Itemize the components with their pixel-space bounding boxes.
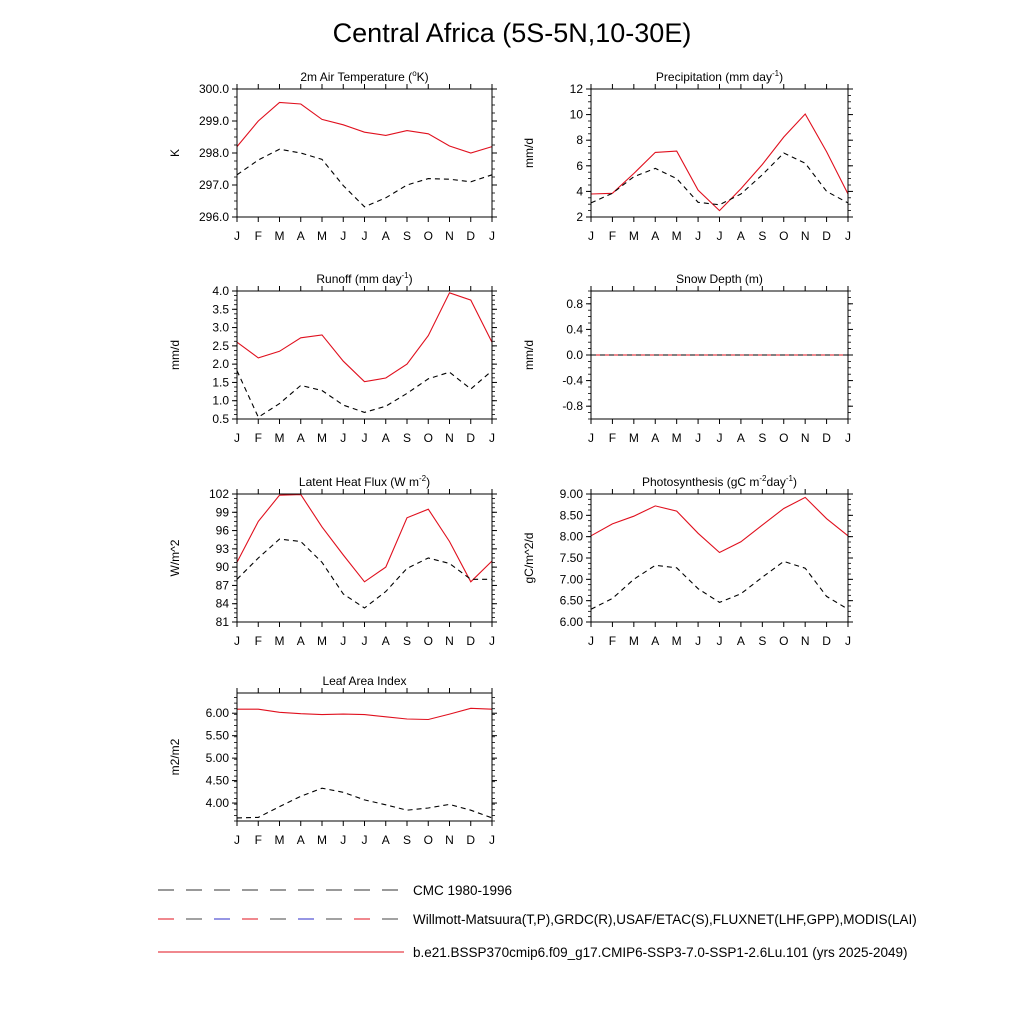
x-tick-label: O <box>423 229 433 243</box>
x-tick-label: S <box>402 229 412 243</box>
x-tick-label: J <box>234 431 240 445</box>
series-line-obs <box>237 371 492 418</box>
x-tick-label: J <box>716 634 723 648</box>
x-tick-label: A <box>651 431 660 445</box>
panel-title: Latent Heat Flux (W $m^{-2}$) <box>298 474 431 489</box>
y-axis-label: gC/m^2/d <box>522 532 536 584</box>
y-tick-label: 1.5 <box>212 375 229 390</box>
x-tick-label: F <box>254 634 262 648</box>
legend-item <box>158 912 917 927</box>
x-tick-label: N <box>445 634 454 648</box>
x-tick-label: J <box>340 229 347 243</box>
y-tick-label: 3.5 <box>212 302 229 317</box>
y-tick-label: -0.8 <box>562 399 583 414</box>
x-tick-label: J <box>234 833 240 847</box>
x-tick-label: M <box>671 634 682 648</box>
x-tick-label: O <box>779 431 789 445</box>
x-tick-label: D <box>466 431 476 445</box>
y-tick-label: 102 <box>208 487 229 501</box>
x-tick-label: O <box>779 229 789 243</box>
x-tick-label: A <box>296 431 305 445</box>
y-tick-label: 4.00 <box>205 796 229 811</box>
x-tick-label: M <box>628 634 639 648</box>
y-tick-label: 9.00 <box>559 487 583 501</box>
x-tick-label: J <box>361 634 368 648</box>
y-tick-label: 8.50 <box>559 508 583 523</box>
plot-frame <box>591 89 848 217</box>
panel-title: Runoff (mm day$^{-1}$) <box>316 271 413 286</box>
panel-title: Leaf Area Index <box>322 674 407 688</box>
x-tick-label: M <box>628 229 639 243</box>
x-tick-label: M <box>671 229 682 243</box>
y-axis-label: W/m^2 <box>168 539 182 577</box>
y-tick-label: 0.0 <box>566 348 583 362</box>
x-tick-label: N <box>445 229 454 243</box>
x-tick-label: M <box>274 833 285 847</box>
x-tick-label: O <box>423 431 433 445</box>
y-tick-label: 12 <box>569 82 583 96</box>
y-tick-label: 297.0 <box>198 178 229 192</box>
y-axis-label: mm/d <box>168 340 182 370</box>
x-tick-label: O <box>423 634 433 648</box>
x-tick-label: J <box>845 229 851 243</box>
x-tick-label: F <box>608 431 617 445</box>
y-tick-label: 84 <box>215 596 229 611</box>
x-tick-label: N <box>800 634 810 648</box>
x-tick-label: A <box>296 229 305 243</box>
x-tick-label: S <box>402 634 412 648</box>
y-tick-label: 0.8 <box>566 296 583 311</box>
x-tick-label: S <box>758 431 767 445</box>
x-tick-label: J <box>716 431 723 445</box>
x-tick-label: D <box>822 431 831 445</box>
chart-panel-3 <box>168 271 497 445</box>
x-tick-label: N <box>445 431 454 445</box>
y-tick-label: 298.0 <box>198 146 229 160</box>
series-line-obs <box>591 153 848 205</box>
panel-title: Precipitation (mm day$^{-1}$) <box>655 69 784 84</box>
x-tick-label: J <box>361 229 368 243</box>
y-tick-label: 4.0 <box>212 284 229 298</box>
y-tick-label: 99 <box>215 505 229 520</box>
plot-frame <box>237 494 492 622</box>
y-tick-label: 299.0 <box>198 114 229 128</box>
x-tick-label: J <box>489 229 495 243</box>
x-tick-label: J <box>588 229 594 243</box>
series-line-obs <box>591 561 848 609</box>
chart-panel-6 <box>522 474 853 648</box>
x-tick-label: N <box>800 431 810 445</box>
x-tick-label: J <box>695 229 702 243</box>
y-tick-label: 7.00 <box>559 572 583 587</box>
x-tick-label: F <box>254 833 262 847</box>
x-tick-label: A <box>296 833 305 847</box>
y-axis-label: mm/d <box>522 138 536 168</box>
x-tick-label: J <box>845 431 851 445</box>
x-tick-label: A <box>296 634 305 648</box>
x-tick-label: D <box>822 634 831 648</box>
x-tick-label: M <box>317 634 327 648</box>
legend <box>158 883 917 960</box>
chart-panel-2 <box>522 69 853 243</box>
y-tick-label: 5.00 <box>205 751 229 766</box>
chart-panel-5 <box>168 474 497 648</box>
x-tick-label: J <box>716 229 723 243</box>
series-line-model <box>237 293 492 382</box>
y-tick-label: 0.4 <box>566 322 583 337</box>
series-line-model <box>591 497 848 552</box>
x-tick-label: F <box>608 229 617 243</box>
x-tick-label: J <box>361 431 368 445</box>
x-tick-label: F <box>254 229 262 243</box>
y-tick-label: 5.50 <box>205 728 229 743</box>
legend-item <box>158 945 908 960</box>
y-tick-label: 4.50 <box>205 773 229 788</box>
x-tick-label: J <box>588 431 594 445</box>
x-tick-label: M <box>274 431 285 445</box>
x-tick-label: M <box>317 229 327 243</box>
y-tick-label: 87 <box>215 578 229 593</box>
y-tick-label: 6.50 <box>559 593 583 608</box>
legend-label: CMC 1980-1996 <box>413 883 513 898</box>
chart-panel-7 <box>168 674 497 847</box>
y-tick-label: 8 <box>576 133 583 148</box>
x-tick-label: A <box>651 229 660 243</box>
x-tick-label: O <box>779 634 789 648</box>
y-tick-label: 1.0 <box>212 393 229 408</box>
panel-title: 2m Air Temperature ($^o$K) <box>300 69 429 84</box>
x-tick-label: J <box>489 431 495 445</box>
y-tick-label: 2.0 <box>212 357 229 372</box>
y-tick-label: 90 <box>215 560 229 575</box>
y-tick-label: 6 <box>576 158 583 173</box>
x-tick-label: M <box>274 229 285 243</box>
x-tick-label: J <box>234 634 240 648</box>
y-tick-label: -0.4 <box>562 373 583 388</box>
chart-panel-1 <box>168 69 497 243</box>
x-tick-label: J <box>588 634 594 648</box>
y-tick-label: 6.00 <box>205 706 229 721</box>
y-axis-label: m2/m2 <box>168 738 182 776</box>
x-tick-label: D <box>466 833 476 847</box>
x-tick-label: M <box>274 634 285 648</box>
x-tick-label: A <box>736 229 745 243</box>
y-axis-label: mm/d <box>522 340 536 370</box>
y-tick-label: 2.5 <box>212 338 229 353</box>
x-tick-label: S <box>402 431 412 445</box>
y-tick-label: 300.0 <box>198 82 229 96</box>
series-line-obs <box>237 149 492 207</box>
x-tick-label: J <box>695 431 702 445</box>
legend-label: Willmott-Matsuura(T,P),GRDC(R),USAF/ETAC(S),FLUXNET(LHF,GPP),MODIS(LAI) <box>413 912 917 927</box>
x-tick-label: J <box>340 431 347 445</box>
x-tick-label: J <box>845 634 851 648</box>
x-tick-label: D <box>822 229 831 243</box>
series-line-model <box>237 102 492 153</box>
y-tick-label: 81 <box>215 615 229 629</box>
x-tick-label: M <box>317 833 327 847</box>
x-tick-label: J <box>340 634 347 648</box>
y-tick-label: 4 <box>576 184 583 199</box>
x-tick-label: J <box>489 634 495 648</box>
chart-main-title: Central Africa (5S-5N,10-30E) <box>332 18 692 48</box>
y-tick-label: 7.50 <box>559 551 583 565</box>
y-axis-label: K <box>168 148 182 158</box>
x-tick-label: N <box>445 833 454 847</box>
y-tick-label: 8.00 <box>559 529 583 544</box>
x-tick-label: A <box>381 229 390 243</box>
x-tick-label: S <box>758 634 767 648</box>
y-tick-label: 3.0 <box>212 320 229 335</box>
x-tick-label: N <box>800 229 810 243</box>
series-line-obs <box>237 788 492 818</box>
y-tick-label: 10 <box>569 107 583 122</box>
x-tick-label: J <box>234 229 240 243</box>
series-line-model <box>591 114 848 211</box>
x-tick-label: O <box>423 833 433 847</box>
series-line-model <box>237 495 492 582</box>
x-tick-label: M <box>671 431 682 445</box>
x-tick-label: A <box>381 431 390 445</box>
y-tick-label: 0.5 <box>212 412 229 426</box>
x-tick-label: J <box>340 833 347 847</box>
x-tick-label: F <box>608 634 617 648</box>
panel-title: Snow Depth (m) <box>676 272 763 286</box>
x-tick-label: D <box>466 634 476 648</box>
y-tick-label: 296.0 <box>198 210 229 224</box>
plot-frame <box>237 291 492 419</box>
x-tick-label: A <box>651 634 660 648</box>
y-tick-label: 93 <box>215 541 229 556</box>
x-tick-label: J <box>695 634 702 648</box>
x-tick-label: A <box>381 634 390 648</box>
x-tick-label: S <box>758 229 767 243</box>
plot-frame <box>237 89 492 217</box>
x-tick-label: M <box>628 431 639 445</box>
panel-title: Photosynthesis (gC $m^{-2}day^{-1}$) <box>642 474 797 489</box>
x-tick-label: A <box>736 431 745 445</box>
y-tick-label: 96 <box>215 523 229 538</box>
legend-label: b.e21.BSSP370cmip6.f09_g17.CMIP6-SSP3-7.0-SSP1-2.6Lu.101 (yrs 2025-2049) <box>413 945 908 960</box>
x-tick-label: A <box>381 833 390 847</box>
chart-panel-4 <box>522 272 853 445</box>
x-tick-label: D <box>466 229 476 243</box>
x-tick-label: J <box>361 833 368 847</box>
x-tick-label: S <box>402 833 412 847</box>
x-tick-label: A <box>736 634 745 648</box>
x-tick-label: M <box>317 431 327 445</box>
y-tick-label: 6.00 <box>559 615 583 629</box>
x-tick-label: J <box>489 833 495 847</box>
series-line-model <box>237 708 492 719</box>
legend-item <box>158 883 512 898</box>
y-tick-label: 2 <box>576 210 583 224</box>
x-tick-label: F <box>254 431 262 445</box>
